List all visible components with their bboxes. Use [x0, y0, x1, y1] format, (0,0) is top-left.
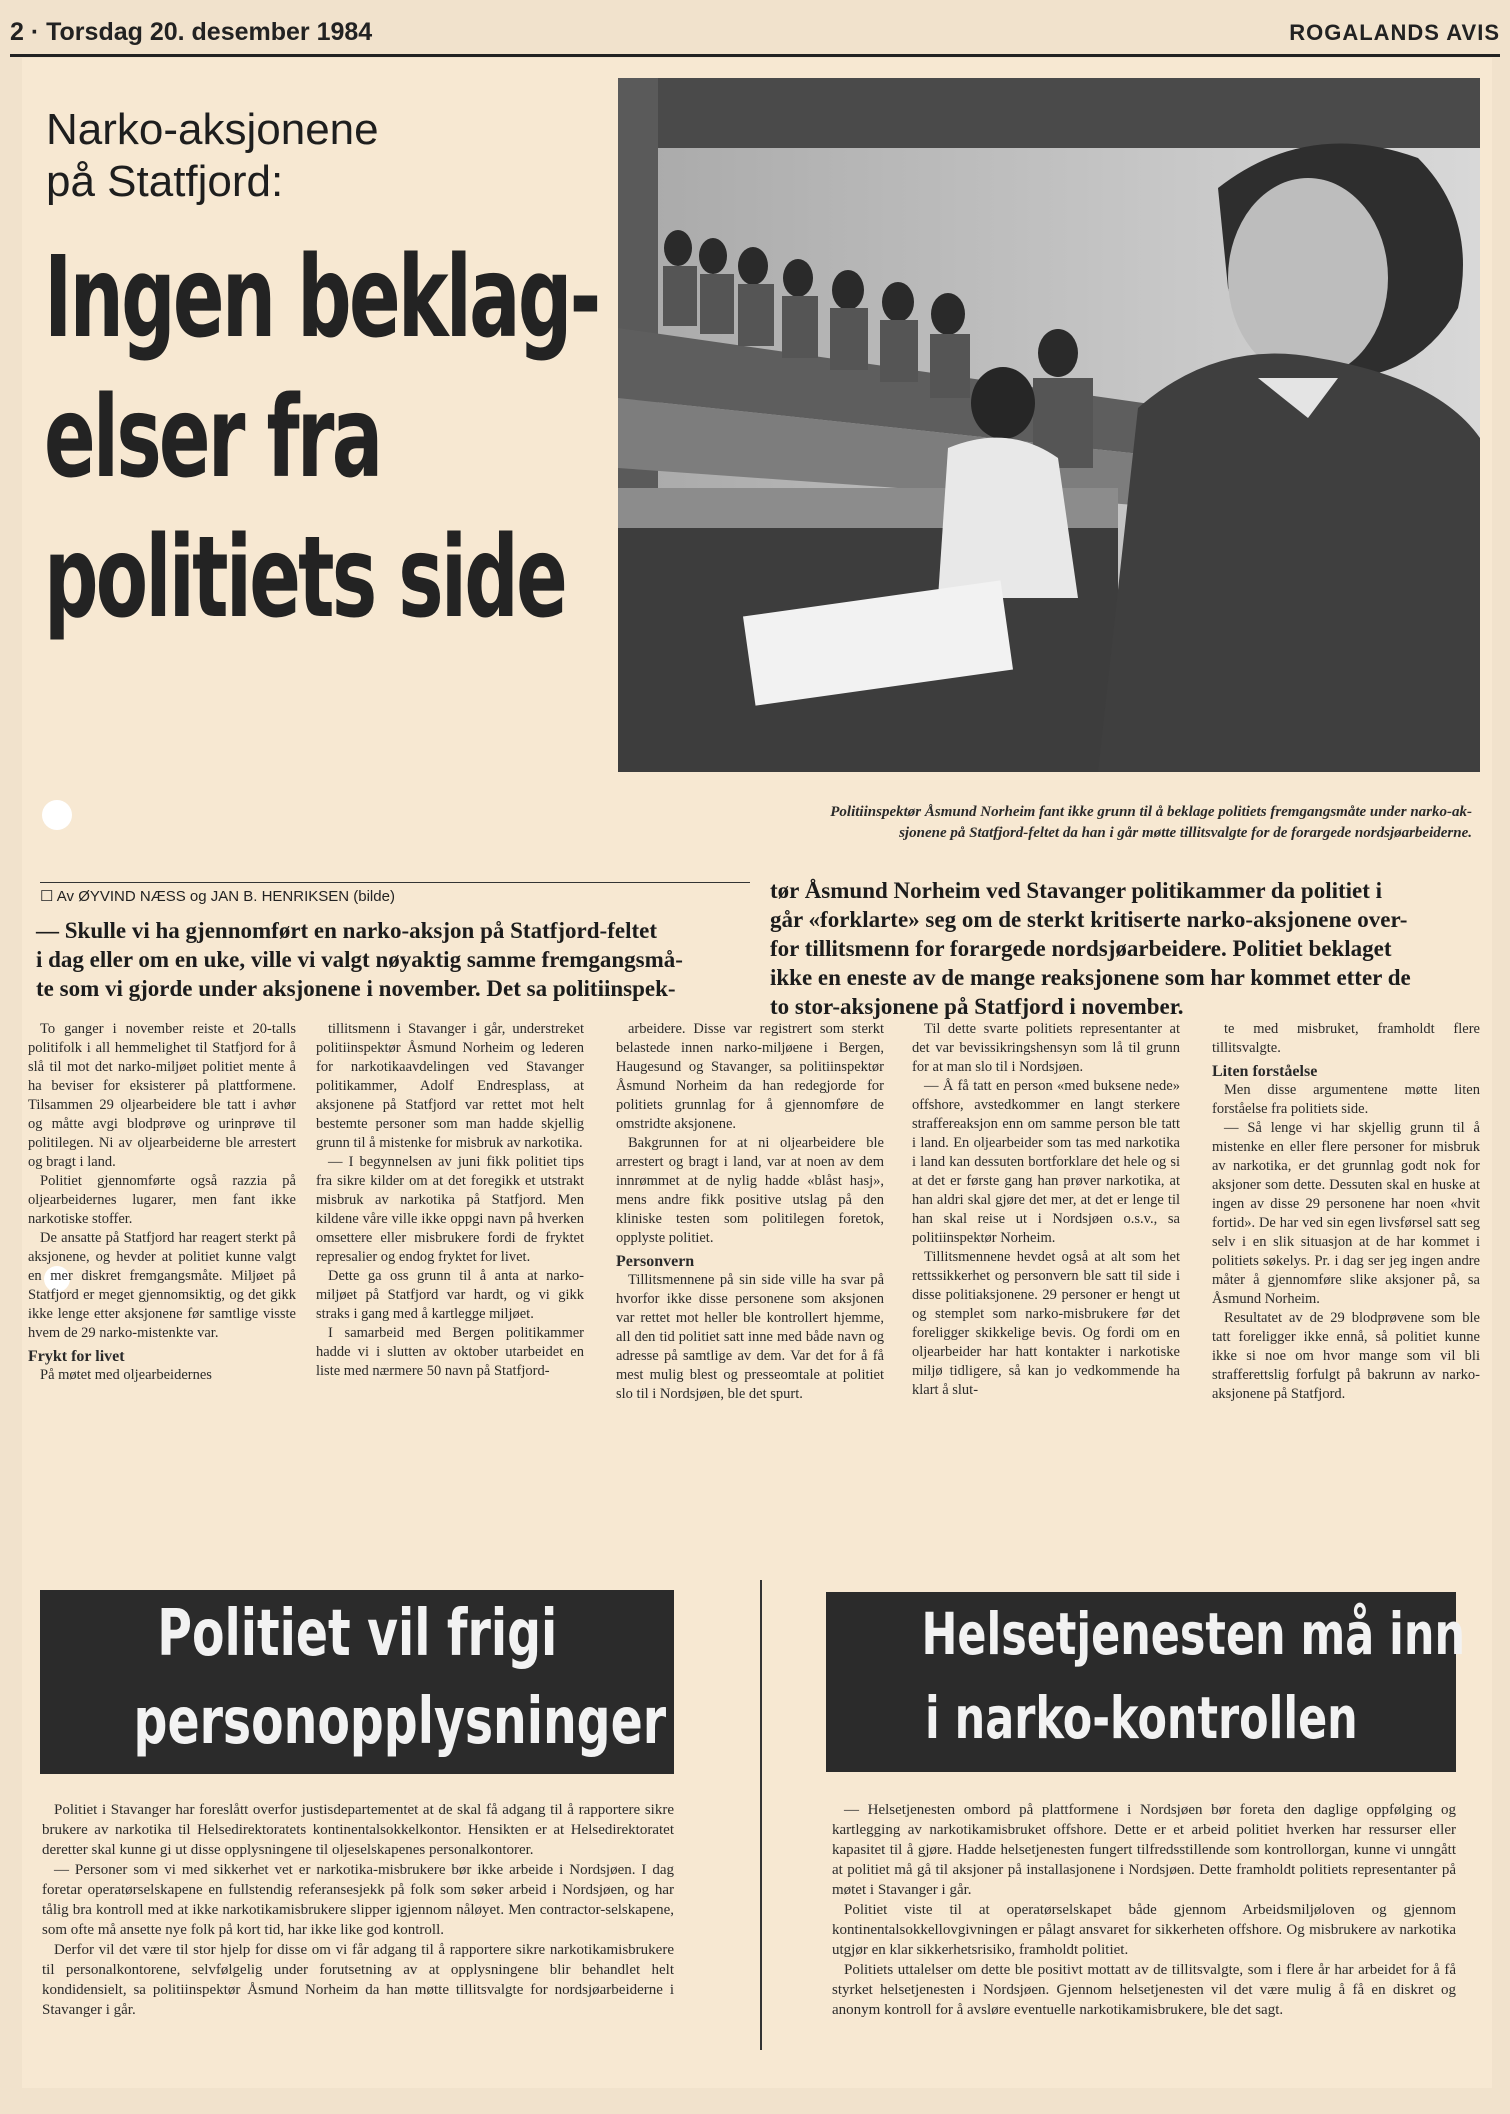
lead-line: går «forklarte» seg om de sterkt kritiserte narko-aksjonene over- — [770, 907, 1408, 932]
subheading: Frykt for livet — [28, 1348, 125, 1365]
sidebar-headline-left — [40, 1590, 674, 1774]
byline: ☐ Av ØYVIND NÆSS og JAN B. HENRIKSEN (bilde) — [40, 882, 750, 905]
article-column-1 — [28, 1020, 296, 1385]
paragraph: Politiet i Stavanger har foreslått overfor justisdepartementet at de skal få adgang til å rapportere sikre brukere av narkotika til Helsedirektoratets kontinentalsokkelkontor. Hensikten er at Helsedirektoratet deretter skal kunne gi ut disse opplysningene til oljeselskapenes personalkontorer. — [42, 1802, 674, 1858]
sidebar-headline-right — [826, 1592, 1466, 1772]
paragraph: Dette ga oss grunn til å anta at narko-miljøet på Statfjord var hardt, og vi gikk straks i gang med å kartlegge miljøet. — [316, 1268, 584, 1322]
paragraph: — Personer som vi med sikkerhet vet er narkotika-misbrukere bør ikke arbeide i Nordsjøen. I dag foretar operatørselskapene en fullstendig referansesjekk på folk som søker arbeid i Nordsjøen, og har tålig bra kontroll med at ikke narkotikamisbrukere slipper igjennom nåløyet. Men contractor-selskapene, som ofte må ansette nye folk på kort tid, har ikke like god kontroll. — [42, 1862, 674, 1938]
paragraph: — Så lenge vi har skjellig grunn til å mistenke en eller flere personer for misbruk av narkotika, er det grunnlag godt nok for aksjoner som dette. Dessuten skal en huske at ingen av disse 29 personene har noen «hvit fortid». De har ved sin egen livsførsel satt seg selv i en slik situasjon at de har kommet i politiets søkelys. Pr. i dag ser jeg ingen andre måter å gjennomføre slike aksjoner på, sa Åsmund Norheim. — [1212, 1120, 1480, 1307]
paragraph: På møtet med oljearbeidernes — [40, 1367, 212, 1383]
paragraph: Politiets uttalelser om dette ble positivt mottatt av de tillitsvalgte, som i flere år har arbeidet for å få styrket helsetjenesten i Nordsjøen. Gjennom helsetjenesten vil det være mulig å få en diskret og anonym kontroll for å avsløre eventuelle narkotikamisbrukere, ble det sagt. — [832, 1962, 1456, 2018]
sidebar-headline-line: Politiet vil frigi — [157, 1597, 557, 1671]
paragraph: To ganger i november reiste et 20-talls politifolk i all hemmelighet til Statfjord for å slå til mot det narko-miljøet politiet mente å ha beviser for eksisterer på plattformene. Tilsammen 29 oljearbeidere ble tatt i avhør og måtte avgi blodprøve og urinprøve til politilegen. Ni av oljearbeiderne ble arrestert og bragt i land. — [28, 1021, 296, 1170]
paragraph: Tillitsmennene på sin side ville ha svar på hvorfor ikke disse personene som aksjonen var rettet mot heller ble kontrollert hjemme, all den tid politiet satt inne med både navn og adresse på samtlige av dem. Var det for å få mest mulig blest og presseomtale at politiet slo til i Nordsjøen, ble det spurt. — [616, 1272, 884, 1402]
column-divider — [760, 1580, 762, 2050]
lead-line: te som vi gjorde under aksjonene i november. Det sa politiinspek- — [36, 976, 676, 1001]
kicker-line: på Statfjord: — [46, 157, 284, 206]
subheading: Liten forståelse — [1212, 1063, 1318, 1080]
article-column-2 — [316, 1020, 584, 1381]
meeting-photo-image — [618, 78, 1480, 772]
headline-line: elser fra — [44, 373, 381, 503]
lead-line: for tillitsmenn for forargede nordsjøarbeidere. Politiet beklaget — [770, 936, 1392, 961]
caption-line: sjonene på Statfjord-feltet da han i går møtte tillitsvalgte for de forargede nordsjøarbeiderne. — [899, 825, 1472, 841]
paragraph: Politiet viste til at operatørselskapet både gjennom Arbeidsmiljøloven og gjennom kontinentalsokkellovgivningen er pålagt ansvaret for sikkerheten offshore. Og misbrukere av narkotika utgjør en klar sikkerhetsrisiko, framholdt politiet. — [832, 1902, 1456, 1958]
punch-hole — [42, 800, 72, 830]
photo-caption — [612, 802, 1472, 844]
paragraph: — Å få tatt en person «med buksene nede» offshore, avstedkommer en langt sterkere straffereaksjon enn om samme person ble tatt i land. En oljearbeider som tas med narkotika i land kan dessuten bortforklare det hele og si at det er første gang han prøver narkotika, at han aldri skal gjøre det mer, at det er lenge til han skal reise ut i Nordsjøen o.s.v., sa politiinspektør Norheim. — [912, 1078, 1180, 1246]
lead-line: — Skulle vi ha gjennomført en narko-aksjon på Statfjord-feltet — [36, 918, 657, 943]
sidebar-headline-line: Helsetjenesten må inn — [921, 1600, 1466, 1668]
sidebar-text-left — [42, 1800, 674, 2020]
newspaper-name: ROGALANDS AVIS — [1289, 20, 1500, 45]
paragraph: De ansatte på Statfjord har reagert sterkt på aksjonene, og hevder at politiet kunne valgt en mer diskret fremgangsmåte. Miljøet på Statfjord er meget gjennomsiktig, og det gikk ikke lenge etter aksjonene før samtlige visste hvem de 29 narko-mistenkte var. — [28, 1230, 296, 1341]
article-column-5 — [1212, 1020, 1480, 1404]
subheading: Personvern — [616, 1253, 695, 1270]
sidebar-headline-line: i narko-kontrollen — [924, 1684, 1358, 1752]
kicker — [46, 104, 586, 208]
paragraph: tillitsmenn i Stavanger i går, understreket politiinspektør Åsmund Norheim og lederen for narkotikaavdelingen ved Stavanger politikammer, Adolf Endresplass, at aksjonene på Statfjord var rettet mot helt bestemte personer som man hadde skjellig grunn til å mistenke for misbruk av narkotika. — [316, 1021, 584, 1151]
kicker-line: Narko-aksjonene — [46, 105, 379, 154]
page-date: 2 · Torsdag 20. desember 1984 — [10, 18, 373, 46]
paragraph: — Helsetjenesten ombord på plattformene i Nordsjøen bør foreta den daglige oppfølging og kartlegging av narkotikamisbruket offshore. Dette er et arbeid politiet hverken har ressurser eller kapasitet til å gjøre. Hadde helsetjenesten fungert tilfredsstillende som kontrollorgan, kunne vi unngått at politiet må gå til aksjoner på installasjonene i Nordsjøen. Dette framholdt politiets representanter på møtet i Stavanger i går. — [832, 1802, 1456, 1898]
lead-line: tør Åsmund Norheim ved Stavanger politikammer da politiet i — [770, 878, 1383, 903]
headline — [44, 228, 599, 648]
paragraph: te med misbruket, framholdt flere tillitsvalgte. — [1212, 1021, 1480, 1056]
lead-line: i dag eller om en uke, ville vi valgt nøyaktig samme fremgangsmå- — [36, 947, 683, 972]
paragraph: Bakgrunnen for at ni oljearbeidere ble arrestert og bragt i land, var at noen av dem innrømmet at de nylig hadde «blåst hasj», mens andre fikk positive utslag på den kliniske testen som politilegen foretok, opplyste politiet. — [616, 1135, 884, 1246]
lead-paragraph-right — [770, 876, 1470, 1021]
sidebar-headline-line: personopplysninger — [133, 1685, 667, 1759]
lead-paragraph-left — [36, 916, 748, 1003]
caption-line: Politiinspektør Åsmund Norheim fant ikke grunn til å beklage politiets fremgangsmåte under narko-ak- — [830, 804, 1472, 820]
article-column-4 — [912, 1020, 1180, 1400]
paragraph: Tillitsmennene hevdet også at alt som het rettssikkerhet og personvern ble satt til side i disse politiaksjonene. 29 personer er hengt ut og stemplet som narko-misbrukere før det foreligger skikkelige bevis. Og fordi om en oljearbeider har hatt kontakter i narkotiske miljø tidligere, så kan jo vedkommende ha klart å slut- — [912, 1249, 1180, 1398]
paragraph: — I begynnelsen av juni fikk politiet tips fra sikre kilder om at det foregikk et utstrakt misbruk av narkotika på Statfjord. Men kildene våre ville ikke oppgi navn på hverken omsettere eller misbrukere fordi de fryktet represalier og endog fryktet for livet. — [316, 1154, 584, 1265]
paragraph: arbeidere. Disse var registrert som sterkt belastede innen narko-miljøene i Bergen, Haugesund og Stavanger, sa politiinspektør Åsmund Norheim da han redegjorde for politiets grunnlag for å gjennomføre de omstridte aksjonene. — [616, 1021, 884, 1132]
paragraph: Politiet gjennomførte også razzia på oljearbeidernes lugarer, men fant ikke narkotiske stoffer. — [28, 1173, 296, 1227]
paragraph: Resultatet av de 29 blodprøvene som ble tatt foreligger ikke ennå, så politiet kunne ikke si noe om hvor mange som vil bli strafferettslig forfulgt på bakrunn av narko-aksjonene på Statfjord. — [1212, 1310, 1480, 1402]
paragraph: Men disse argumentene møtte liten forståelse fra politiets side. — [1212, 1082, 1480, 1117]
lead-line: ikke en eneste av de mange reaksjonene som har kommet etter de — [770, 965, 1411, 990]
page-header — [10, 14, 1500, 57]
headline-line: Ingen beklag- — [44, 233, 599, 363]
article-column-3 — [616, 1020, 884, 1404]
lead-line: to stor-aksjonene på Statfjord i november. — [770, 994, 1184, 1019]
meeting-photo — [618, 78, 1480, 772]
paragraph: I samarbeid med Bergen politikammer hadde vi i slutten av oktober utarbeidet en liste med nærmere 50 navn på Statfjord- — [316, 1325, 584, 1379]
paragraph: Til dette svarte politiets representanter at det var bevissikringshensyn som lå til grunn for at man slo til i Nordsjøen. — [912, 1021, 1180, 1075]
paragraph: Derfor vil det være til stor hjelp for disse om vi får adgang til å rapportere sikre narkotikamisbrukere til personalkontorene, selvfølgelig under forutsetning av at opplysningene blir behandlet helt kondidensielt, sa politiinspektør Åsmund Norheim da han møtte tillitsvalgte for nordsjøarbeiderne i Stavanger i går. — [42, 1942, 674, 2018]
sidebar-text-right — [832, 1800, 1456, 2020]
headline-line: politiets side — [44, 513, 565, 643]
